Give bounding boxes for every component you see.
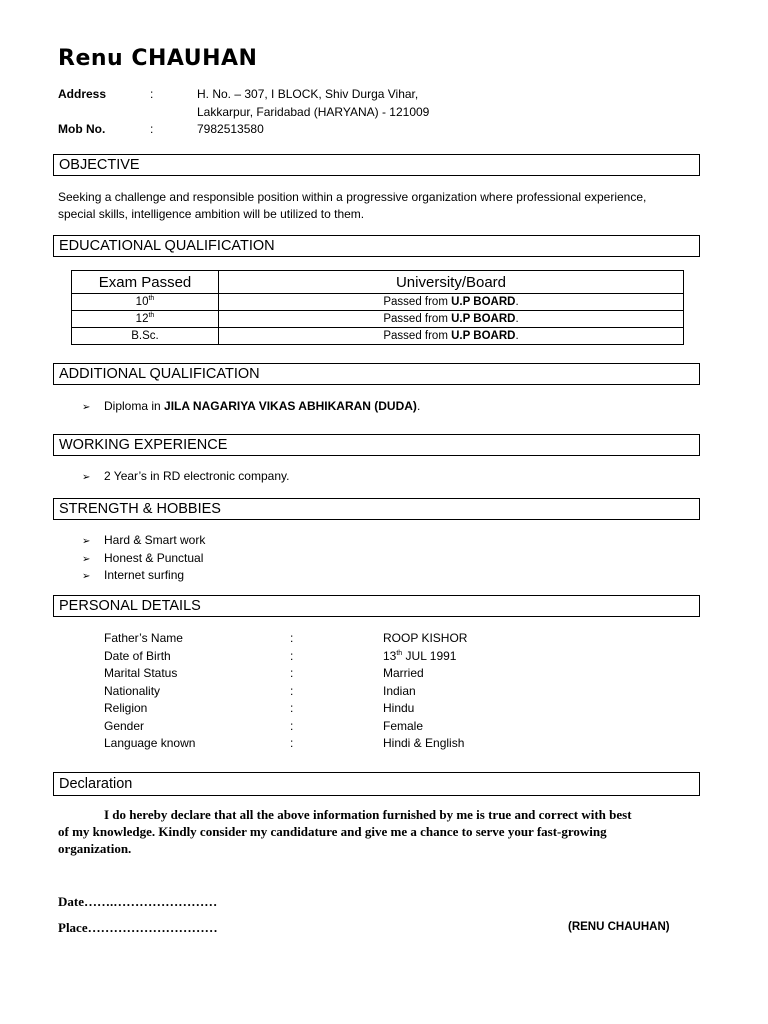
address-label: Address [58,87,107,101]
dob-label: Date of Birth [104,649,171,663]
declaration-line-1: I do hereby declare that all the above information furnished by me is true and correct with best [104,807,632,822]
declaration-text [58,806,698,857]
father-name-value: ROOP KISHOR [383,631,468,645]
arrow-bullet-icon: ➢ [82,571,91,582]
experience-title: WORKING EXPERIENCE [59,437,228,453]
address-line-2: Lakkarpur, Faridabad (HARYANA) - 121009 [197,105,430,119]
marital-status-label: Marital Status [104,666,178,680]
nationality-label: Nationality [104,684,161,698]
strengths-section-header [53,498,700,520]
exam-cell: 10th [72,294,219,311]
additional-section-header [53,363,700,385]
personal-section-header [53,595,700,617]
objective-title: OBJECTIVE [59,157,140,173]
table-header-row [72,271,684,294]
father-name-colon: : [290,631,294,645]
board-cell: Passed from U.P BOARD. [219,328,684,345]
additional-title: ADDITIONAL QUALIFICATION [59,366,260,382]
list-item: ➢ Diploma in JILA NAGARIYA VIKAS ABHIKARAN (DUDA). [82,398,420,417]
table-row [72,328,684,345]
experience-section-header [53,434,700,456]
language-value: Hindi & English [383,736,465,750]
language-colon: : [290,736,294,750]
list-item: ➢ Hard & Smart work [82,532,205,551]
signature-name: (RENU CHAUHAN) [568,921,670,933]
personal-title: PERSONAL DETAILS [59,598,201,614]
gender-value: Female [383,719,424,733]
nationality-colon: : [290,684,294,698]
arrow-bullet-icon: ➢ [82,536,91,547]
education-table [71,270,684,345]
education-title: EDUCATIONAL QUALIFICATION [59,238,275,254]
religion-label: Religion [104,701,148,715]
language-label: Language known [104,736,196,750]
declaration-line-2: of my knowledge. Kindly consider my candidature and give me a chance to serve your fast-growing [58,824,607,839]
religion-colon: : [290,701,294,715]
col-university-board: University/Board [219,271,684,294]
religion-value: Hindu [383,701,415,715]
exam-cell: B.Sc. [72,328,219,345]
mob-colon: : [150,122,154,136]
dob-colon: : [290,649,294,663]
father-name-label: Father’s Name [104,631,183,645]
place-line: Place………………………… [58,920,218,935]
gender-label: Gender [104,719,145,733]
candidate-name: Renu CHAUHAN [58,46,258,71]
address-line-1: H. No. – 307, I BLOCK, Shiv Durga Vihar, [197,87,419,101]
arrow-bullet-icon: ➢ [82,472,91,483]
table-row [72,311,684,328]
declaration-line-3: organization. [58,841,132,856]
exam-cell: 12th [72,311,219,328]
marital-status-value: Married [383,666,424,680]
strengths-title: STRENGTH & HOBBIES [59,501,221,517]
list-item: ➢ Internet surfing [82,567,184,586]
list-item: ➢ 2 Year’s in RD electronic company. [82,468,289,487]
table-row [72,294,684,311]
list-item: ➢ Honest & Punctual [82,550,203,569]
gender-colon: : [290,719,294,733]
arrow-bullet-icon: ➢ [82,402,91,413]
objective-section-header [53,154,700,176]
objective-text [58,189,708,223]
nationality-value: Indian [383,684,416,698]
board-cell: Passed from U.P BOARD. [219,294,684,311]
address-colon: : [150,87,154,101]
education-section-header [53,235,700,257]
arrow-bullet-icon: ➢ [82,553,91,565]
col-exam-passed: Exam Passed [72,271,219,294]
declaration-title: Declaration [59,776,133,792]
dob-value: 13th JUL 1991 [383,649,457,663]
date-line: Date…….…………………… [58,894,218,909]
declaration-section-header [53,772,700,796]
objective-line-1: Seeking a challenge and responsible position within a progressive organization where professional experience, [58,190,647,204]
mob-value: 7982513580 [197,122,264,136]
mob-label: Mob No. [58,122,106,136]
objective-line-2: special skills, intelligence ambition will be utilized to them. [58,207,365,221]
board-cell: Passed from U.P BOARD. [219,311,684,328]
marital-status-colon: : [290,666,294,680]
